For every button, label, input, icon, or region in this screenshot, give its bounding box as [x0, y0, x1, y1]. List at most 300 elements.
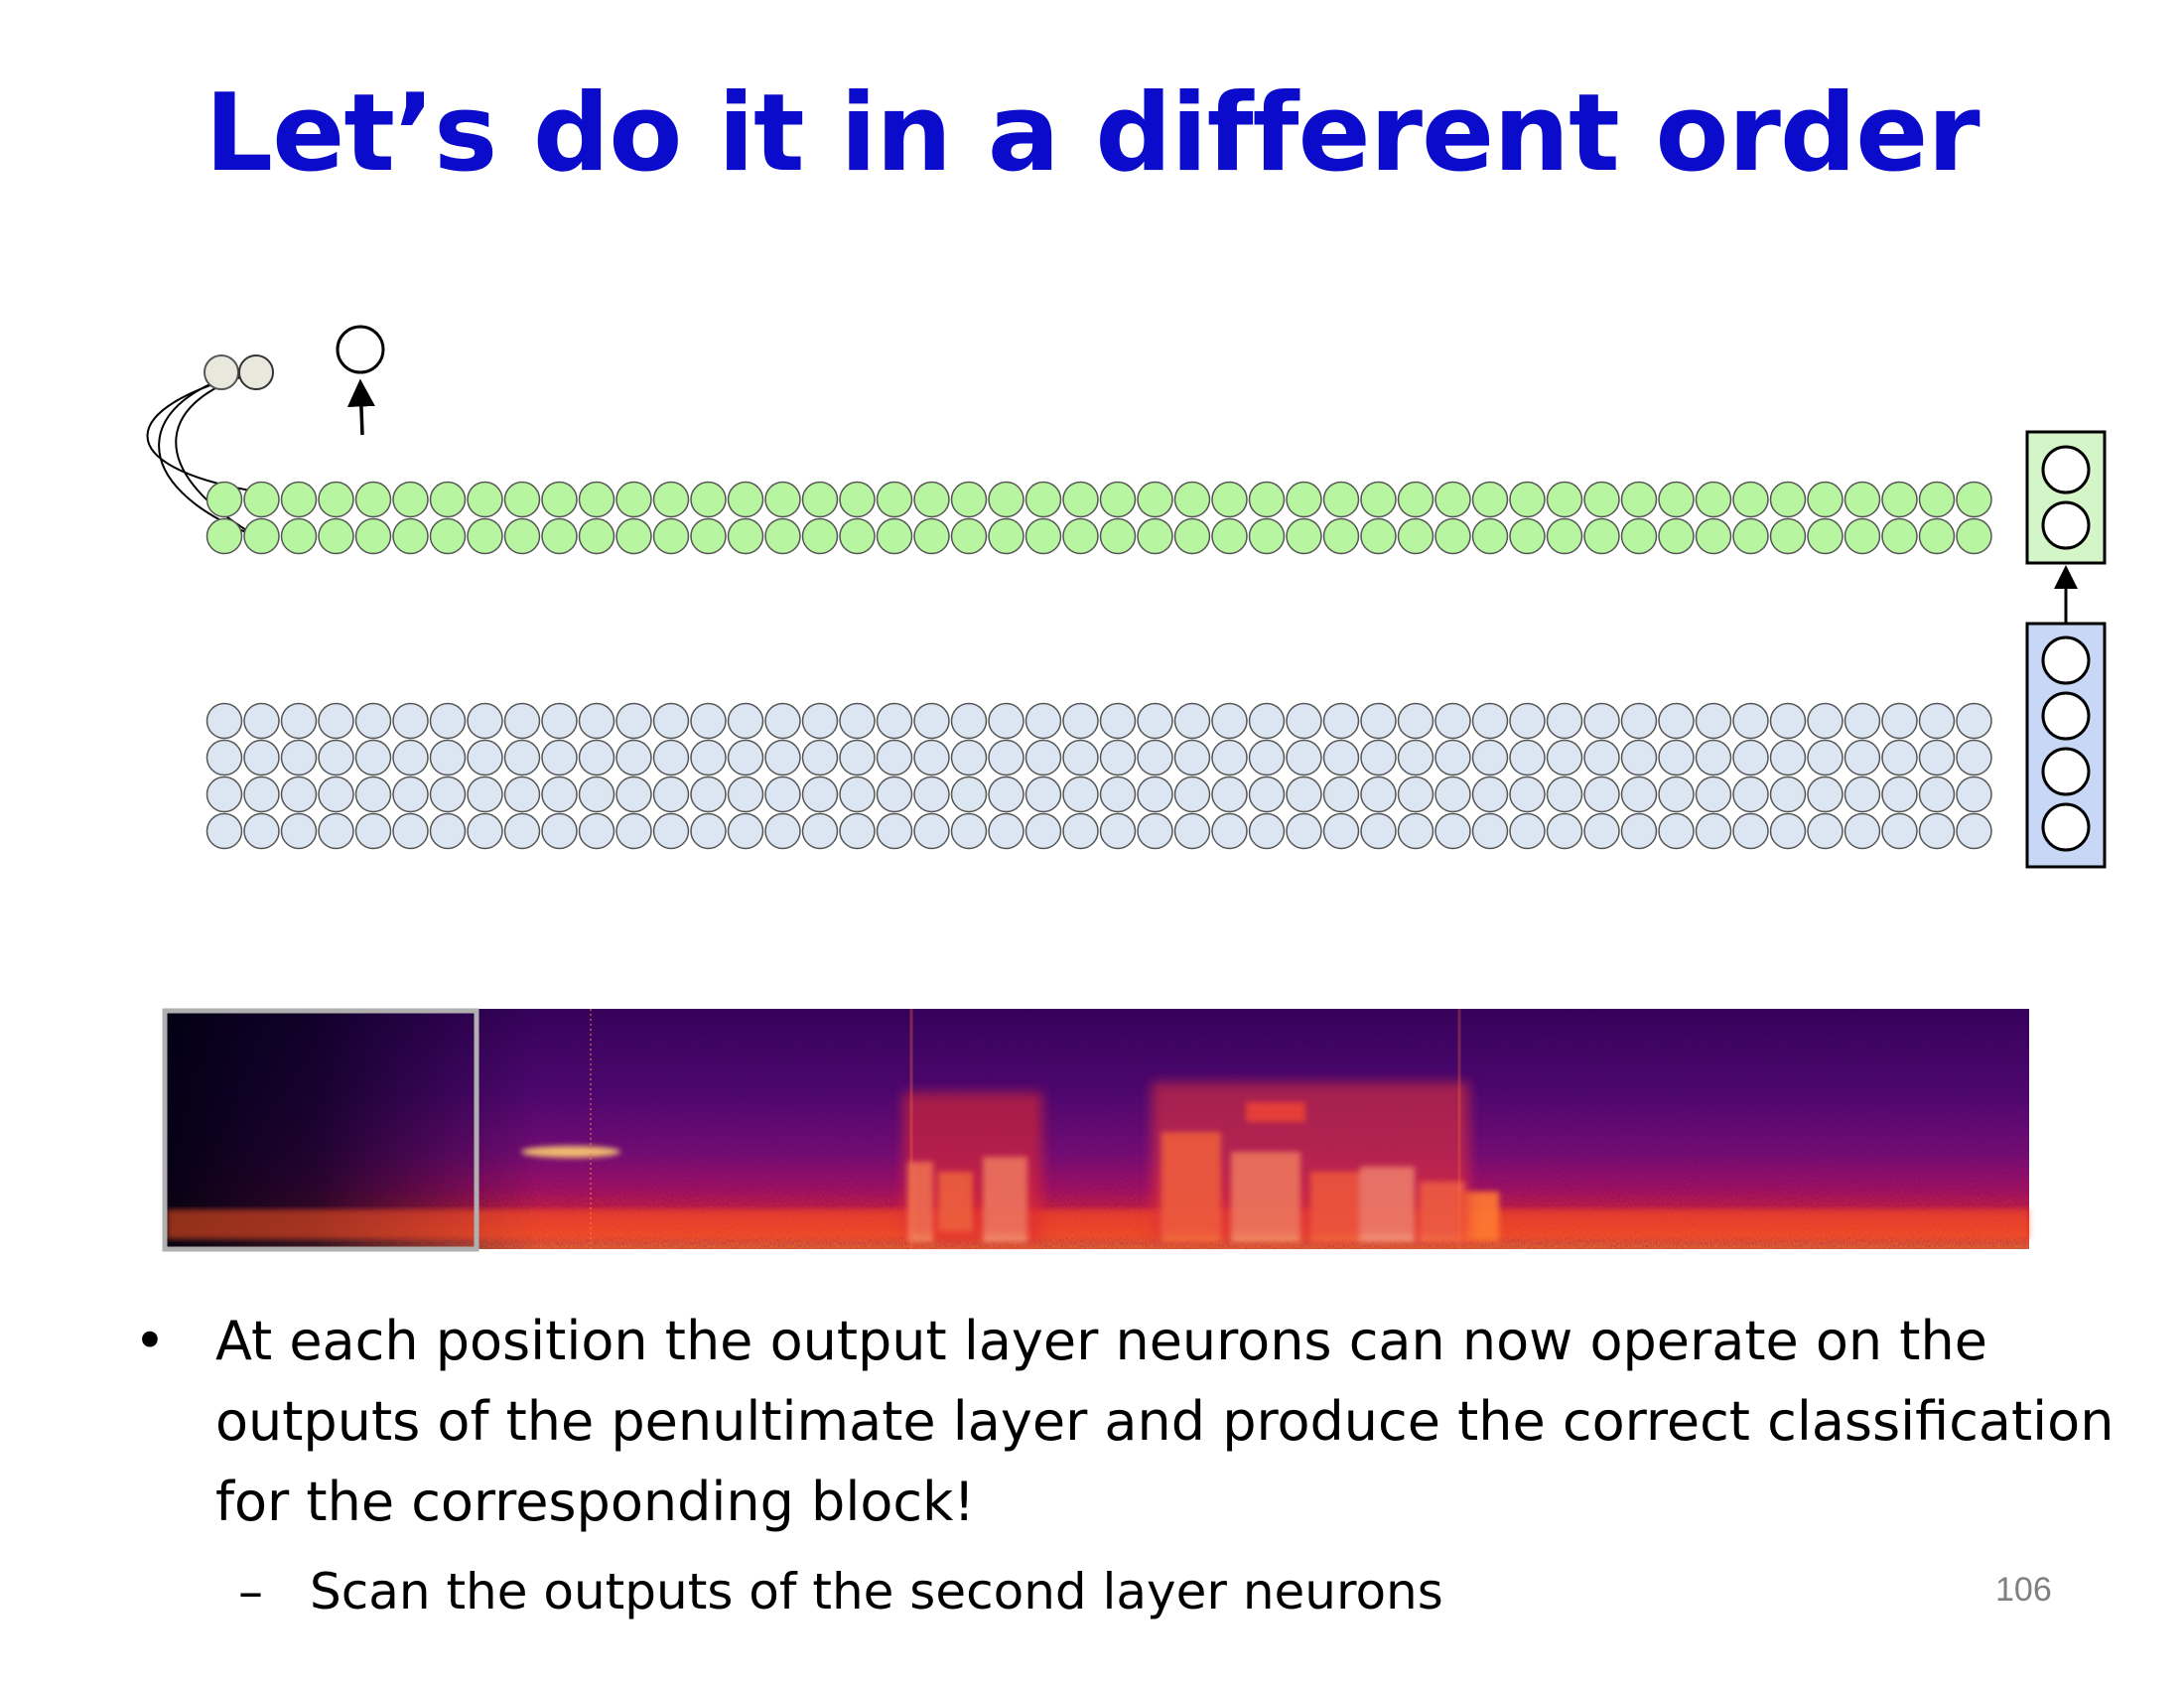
green-neuron	[616, 483, 651, 517]
blue-neuron	[580, 777, 614, 812]
green-neuron	[1845, 483, 1880, 517]
green-neuron	[952, 483, 987, 517]
green-neuron	[1584, 483, 1619, 517]
page-number: 106	[1995, 1571, 2052, 1609]
green-neuron	[878, 483, 912, 517]
green-neuron	[1435, 483, 1470, 517]
green-neuron	[542, 519, 577, 554]
green-neuron	[468, 519, 502, 554]
side-blue-neuron	[2043, 749, 2089, 794]
bullet-text: At each position the output layer neurons can now operate on the outputs of the penultimate layer and produce the correct classification for the corresponding block!	[215, 1310, 2115, 1533]
green-neuron	[654, 483, 689, 517]
green-neuron	[1733, 483, 1768, 517]
green-neuron	[1808, 483, 1843, 517]
blue-neuron	[356, 814, 391, 849]
blue-neuron	[1250, 814, 1285, 849]
green-neuron	[393, 483, 428, 517]
blue-neuron	[765, 814, 800, 849]
blue-neuron	[319, 814, 353, 849]
blue-neuron	[1697, 704, 1731, 739]
blue-neuron	[319, 704, 353, 739]
blue-neuron	[1324, 704, 1359, 739]
green-neuron	[616, 519, 651, 554]
blue-neuron	[1473, 777, 1508, 812]
green-neuron	[1771, 519, 1806, 554]
blue-neuron	[952, 777, 987, 812]
blue-neuron	[505, 814, 540, 849]
green-neuron	[765, 483, 800, 517]
green-neuron	[1324, 519, 1359, 554]
blue-neuron	[244, 741, 279, 775]
green-neuron	[914, 519, 949, 554]
blue-neuron	[1138, 814, 1172, 849]
blue-neuron	[207, 741, 242, 775]
green-neuron	[1957, 483, 1991, 517]
blue-neuron	[1882, 741, 1917, 775]
blue-neuron	[840, 814, 875, 849]
side-green-neuron	[2043, 502, 2089, 548]
blue-neuron	[282, 777, 317, 812]
blue-neuron	[1399, 814, 1433, 849]
blue-neuron	[1510, 741, 1545, 775]
blue-neuron	[1435, 814, 1470, 849]
green-neuron	[803, 519, 838, 554]
blue-neuron	[1026, 741, 1061, 775]
blue-neuron	[1697, 814, 1731, 849]
green-neuron	[1548, 519, 1582, 554]
blue-neuron	[580, 814, 614, 849]
green-neuron	[1063, 483, 1098, 517]
blue-neuron	[1733, 814, 1768, 849]
blue-neuron	[1622, 777, 1657, 812]
blue-neuron	[1138, 777, 1172, 812]
blue-neuron	[616, 741, 651, 775]
blue-neuron	[729, 741, 763, 775]
green-neuron	[1212, 519, 1247, 554]
green-neuron	[1399, 519, 1433, 554]
blue-neuron	[1101, 777, 1136, 812]
green-neuron	[1473, 483, 1508, 517]
blue-neuron	[729, 777, 763, 812]
green-layer	[207, 483, 1992, 554]
blue-neuron	[244, 814, 279, 849]
blue-neuron	[1882, 814, 1917, 849]
blue-neuron	[1138, 704, 1172, 739]
green-neuron	[803, 483, 838, 517]
green-neuron	[691, 483, 726, 517]
green-neuron	[356, 483, 391, 517]
blue-neuron	[282, 741, 317, 775]
green-neuron	[1548, 483, 1582, 517]
blue-neuron	[1659, 814, 1694, 849]
blue-neuron	[505, 704, 540, 739]
blue-neuron	[1584, 704, 1619, 739]
blue-neuron	[1063, 704, 1098, 739]
blue-neuron	[505, 777, 540, 812]
blue-neuron	[356, 704, 391, 739]
blue-neuron	[1361, 704, 1396, 739]
green-neuron	[1101, 519, 1136, 554]
blue-neuron	[1175, 777, 1210, 812]
green-neuron	[691, 519, 726, 554]
green-neuron	[356, 519, 391, 554]
green-neuron	[1324, 483, 1359, 517]
blue-neuron	[1957, 704, 1991, 739]
blue-neuron	[1659, 777, 1694, 812]
green-neuron	[1733, 519, 1768, 554]
blue-neuron	[1808, 741, 1843, 775]
green-neuron	[878, 519, 912, 554]
blue-neuron	[1584, 814, 1619, 849]
green-neuron	[1622, 483, 1657, 517]
blue-neuron	[319, 741, 353, 775]
green-neuron	[319, 483, 353, 517]
blue-neuron	[878, 704, 912, 739]
blue-neuron	[1771, 777, 1806, 812]
blue-neuron	[1808, 704, 1843, 739]
sub-bullet-marker: –	[238, 1563, 263, 1620]
green-neuron	[1063, 519, 1098, 554]
green-neuron	[1250, 483, 1285, 517]
blue-neuron	[1622, 814, 1657, 849]
blue-neuron	[468, 741, 502, 775]
blue-neuron	[580, 741, 614, 775]
green-neuron	[1175, 483, 1210, 517]
blue-neuron	[952, 741, 987, 775]
blue-neuron	[1473, 814, 1508, 849]
blue-neuron	[654, 741, 689, 775]
blue-neuron	[468, 814, 502, 849]
blue-neuron	[1771, 704, 1806, 739]
blue-neuron	[765, 741, 800, 775]
blue-neuron	[989, 814, 1024, 849]
slide-title: Let’s do it in a different order	[205, 71, 1979, 196]
blue-neuron	[1026, 704, 1061, 739]
blue-neuron	[1250, 704, 1285, 739]
blue-neuron	[1659, 741, 1694, 775]
green-neuron	[1399, 483, 1433, 517]
green-neuron	[1510, 519, 1545, 554]
blue-neuron	[1697, 777, 1731, 812]
green-neuron	[542, 483, 577, 517]
blue-neuron	[1399, 741, 1433, 775]
blue-neuron	[1175, 814, 1210, 849]
blue-neuron	[803, 777, 838, 812]
blue-neuron	[282, 814, 317, 849]
green-neuron	[1771, 483, 1806, 517]
blue-neuron	[1882, 704, 1917, 739]
blue-neuron	[1250, 741, 1285, 775]
blue-neuron	[914, 704, 949, 739]
blue-neuron	[1808, 814, 1843, 849]
side-blue-neuron	[2043, 693, 2089, 739]
blue-neuron	[729, 814, 763, 849]
blue-neuron	[1845, 814, 1880, 849]
green-neuron	[468, 483, 502, 517]
blue-neuron	[1287, 777, 1321, 812]
blue-neuron	[431, 814, 466, 849]
blue-neuron	[1287, 704, 1321, 739]
blue-neuron	[1324, 741, 1359, 775]
blue-neuron	[989, 777, 1024, 812]
blue-neuron	[1659, 704, 1694, 739]
blue-neuron	[691, 777, 726, 812]
blue-neuron	[1548, 814, 1582, 849]
blue-neuron	[1026, 814, 1061, 849]
output-pair	[205, 355, 273, 389]
green-neuron	[1697, 483, 1731, 517]
green-neuron	[989, 483, 1024, 517]
blue-neuron	[952, 704, 987, 739]
side-blue-neuron	[2043, 637, 2089, 683]
green-neuron	[244, 483, 279, 517]
blue-neuron	[207, 704, 242, 739]
blue-neuron	[1212, 741, 1247, 775]
blue-neuron	[319, 777, 353, 812]
blue-neuron	[1584, 777, 1619, 812]
green-neuron	[580, 519, 614, 554]
green-neuron	[989, 519, 1024, 554]
blue-neuron	[691, 741, 726, 775]
blue-neuron	[840, 704, 875, 739]
green-neuron	[1175, 519, 1210, 554]
blue-neuron	[1212, 704, 1247, 739]
green-neuron	[431, 519, 466, 554]
spectrogram	[165, 1009, 2029, 1249]
green-neuron	[207, 483, 242, 517]
blue-neuron	[989, 741, 1024, 775]
blue-neuron	[1920, 777, 1955, 812]
green-neuron	[654, 519, 689, 554]
blue-neuron	[1548, 777, 1582, 812]
blue-neuron	[765, 704, 800, 739]
blue-neuron	[1920, 741, 1955, 775]
blue-neuron	[244, 704, 279, 739]
blue-neuron	[765, 777, 800, 812]
green-neuron	[1212, 483, 1247, 517]
blue-neuron	[431, 704, 466, 739]
blue-neuron	[1957, 777, 1991, 812]
blue-neuron	[356, 741, 391, 775]
green-neuron	[1473, 519, 1508, 554]
blue-neuron	[654, 704, 689, 739]
green-neuron	[729, 519, 763, 554]
blue-neuron	[505, 741, 540, 775]
blue-neuron	[878, 741, 912, 775]
blue-neuron	[1473, 704, 1508, 739]
blue-neuron	[1510, 704, 1545, 739]
blue-neuron	[878, 814, 912, 849]
blue-neuron	[1287, 814, 1321, 849]
output-pair-neuron	[205, 355, 238, 389]
blue-neuron	[1026, 777, 1061, 812]
green-neuron	[1138, 519, 1172, 554]
blue-neuron	[1584, 741, 1619, 775]
blue-neuron	[1548, 741, 1582, 775]
blue-neuron	[1175, 704, 1210, 739]
blue-neuron	[654, 814, 689, 849]
green-neuron	[1622, 519, 1657, 554]
blue-neuron	[1138, 741, 1172, 775]
green-neuron	[1361, 483, 1396, 517]
blue-neuron	[468, 704, 502, 739]
green-neuron	[431, 483, 466, 517]
blue-neuron	[1920, 704, 1955, 739]
blue-neuron	[1733, 777, 1768, 812]
blue-neuron	[431, 741, 466, 775]
blue-neuron	[1845, 704, 1880, 739]
blue-neuron	[1287, 741, 1321, 775]
blue-neuron	[1361, 777, 1396, 812]
green-neuron	[729, 483, 763, 517]
green-neuron	[840, 519, 875, 554]
blue-neuron	[952, 814, 987, 849]
green-neuron	[1584, 519, 1619, 554]
side-blue-neuron	[2043, 804, 2089, 850]
green-neuron	[1026, 483, 1061, 517]
blue-neuron	[1063, 814, 1098, 849]
green-neuron	[1920, 519, 1955, 554]
green-neuron	[207, 519, 242, 554]
blue-neuron	[878, 777, 912, 812]
green-neuron	[505, 483, 540, 517]
blue-neuron	[1101, 741, 1136, 775]
green-neuron	[840, 483, 875, 517]
blue-neuron	[1399, 777, 1433, 812]
green-neuron	[1026, 519, 1061, 554]
blue-neuron	[542, 777, 577, 812]
blue-neuron	[1845, 741, 1880, 775]
green-neuron	[1101, 483, 1136, 517]
blue-neuron	[542, 741, 577, 775]
blue-neuron	[1361, 741, 1396, 775]
green-neuron	[765, 519, 800, 554]
blue-neuron	[914, 777, 949, 812]
blue-neuron	[393, 814, 428, 849]
blue-neuron	[1101, 814, 1136, 849]
blue-neuron	[244, 777, 279, 812]
green-neuron	[1659, 483, 1694, 517]
green-neuron	[1920, 483, 1955, 517]
blue-neuron	[616, 704, 651, 739]
blue-neuron	[282, 704, 317, 739]
blue-neuron	[1845, 777, 1880, 812]
green-neuron	[1882, 483, 1917, 517]
green-neuron	[1287, 483, 1321, 517]
green-neuron	[1845, 519, 1880, 554]
blue-neuron	[1920, 814, 1955, 849]
blue-neuron	[1250, 777, 1285, 812]
blue-neuron	[616, 814, 651, 849]
blue-neuron	[1957, 741, 1991, 775]
blue-neuron	[1510, 777, 1545, 812]
blue-neuron	[207, 777, 242, 812]
blue-neuron	[1399, 704, 1433, 739]
green-neuron	[319, 519, 353, 554]
blue-neuron	[1733, 741, 1768, 775]
blue-neuron	[1697, 741, 1731, 775]
side-network	[2027, 432, 2105, 867]
blue-neuron	[1063, 741, 1098, 775]
blue-neuron	[431, 777, 466, 812]
side-green-neuron	[2043, 447, 2089, 492]
sub-bullet-text: Scan the outputs of the second layer neurons	[310, 1563, 1443, 1620]
blue-neuron	[1435, 704, 1470, 739]
green-neuron	[1957, 519, 1991, 554]
blue-neuron	[691, 814, 726, 849]
blue-neuron	[1771, 814, 1806, 849]
blue-neuron	[1101, 704, 1136, 739]
green-neuron	[1808, 519, 1843, 554]
blue-neuron	[803, 814, 838, 849]
blue-neuron	[1622, 704, 1657, 739]
blue-neuron	[1324, 814, 1359, 849]
blue-neuron	[840, 741, 875, 775]
blue-neuron	[1324, 777, 1359, 812]
blue-neuron	[393, 741, 428, 775]
blue-neuron	[1435, 741, 1470, 775]
blue-neuron	[1957, 814, 1991, 849]
blue-neuron	[616, 777, 651, 812]
blue-neuron	[989, 704, 1024, 739]
blue-neuron	[1175, 741, 1210, 775]
blue-neuron	[542, 704, 577, 739]
blue-neuron	[393, 704, 428, 739]
green-neuron	[1882, 519, 1917, 554]
blue-neuron	[207, 814, 242, 849]
blue-neuron	[1473, 741, 1508, 775]
blue-neuron	[1212, 814, 1247, 849]
blue-neuron	[1435, 777, 1470, 812]
blue-neuron	[393, 777, 428, 812]
blue-neuron	[914, 741, 949, 775]
blue-neuron	[1510, 814, 1545, 849]
blue-neuron	[1063, 777, 1098, 812]
green-neuron	[1361, 519, 1396, 554]
green-neuron	[952, 519, 987, 554]
blue-neuron	[1733, 704, 1768, 739]
green-neuron	[1435, 519, 1470, 554]
blue-neuron	[1548, 704, 1582, 739]
green-neuron	[914, 483, 949, 517]
green-neuron	[282, 519, 317, 554]
green-neuron	[244, 519, 279, 554]
blue-neuron	[691, 704, 726, 739]
blue-neuron	[840, 777, 875, 812]
bullet-marker: •	[134, 1310, 166, 1372]
blue-neuron	[1361, 814, 1396, 849]
blue-neuron	[914, 814, 949, 849]
blue-layer	[207, 704, 1992, 849]
green-neuron	[580, 483, 614, 517]
green-neuron	[1659, 519, 1694, 554]
blue-neuron	[654, 777, 689, 812]
blue-neuron	[356, 777, 391, 812]
blue-neuron	[803, 704, 838, 739]
blue-neuron	[580, 704, 614, 739]
green-neuron	[1250, 519, 1285, 554]
green-neuron	[1697, 519, 1731, 554]
green-neuron	[1510, 483, 1545, 517]
green-neuron	[1287, 519, 1321, 554]
green-neuron	[393, 519, 428, 554]
green-neuron	[505, 519, 540, 554]
green-neuron	[282, 483, 317, 517]
blue-neuron	[1882, 777, 1917, 812]
blue-neuron	[803, 741, 838, 775]
blue-neuron	[1808, 777, 1843, 812]
blue-neuron	[729, 704, 763, 739]
